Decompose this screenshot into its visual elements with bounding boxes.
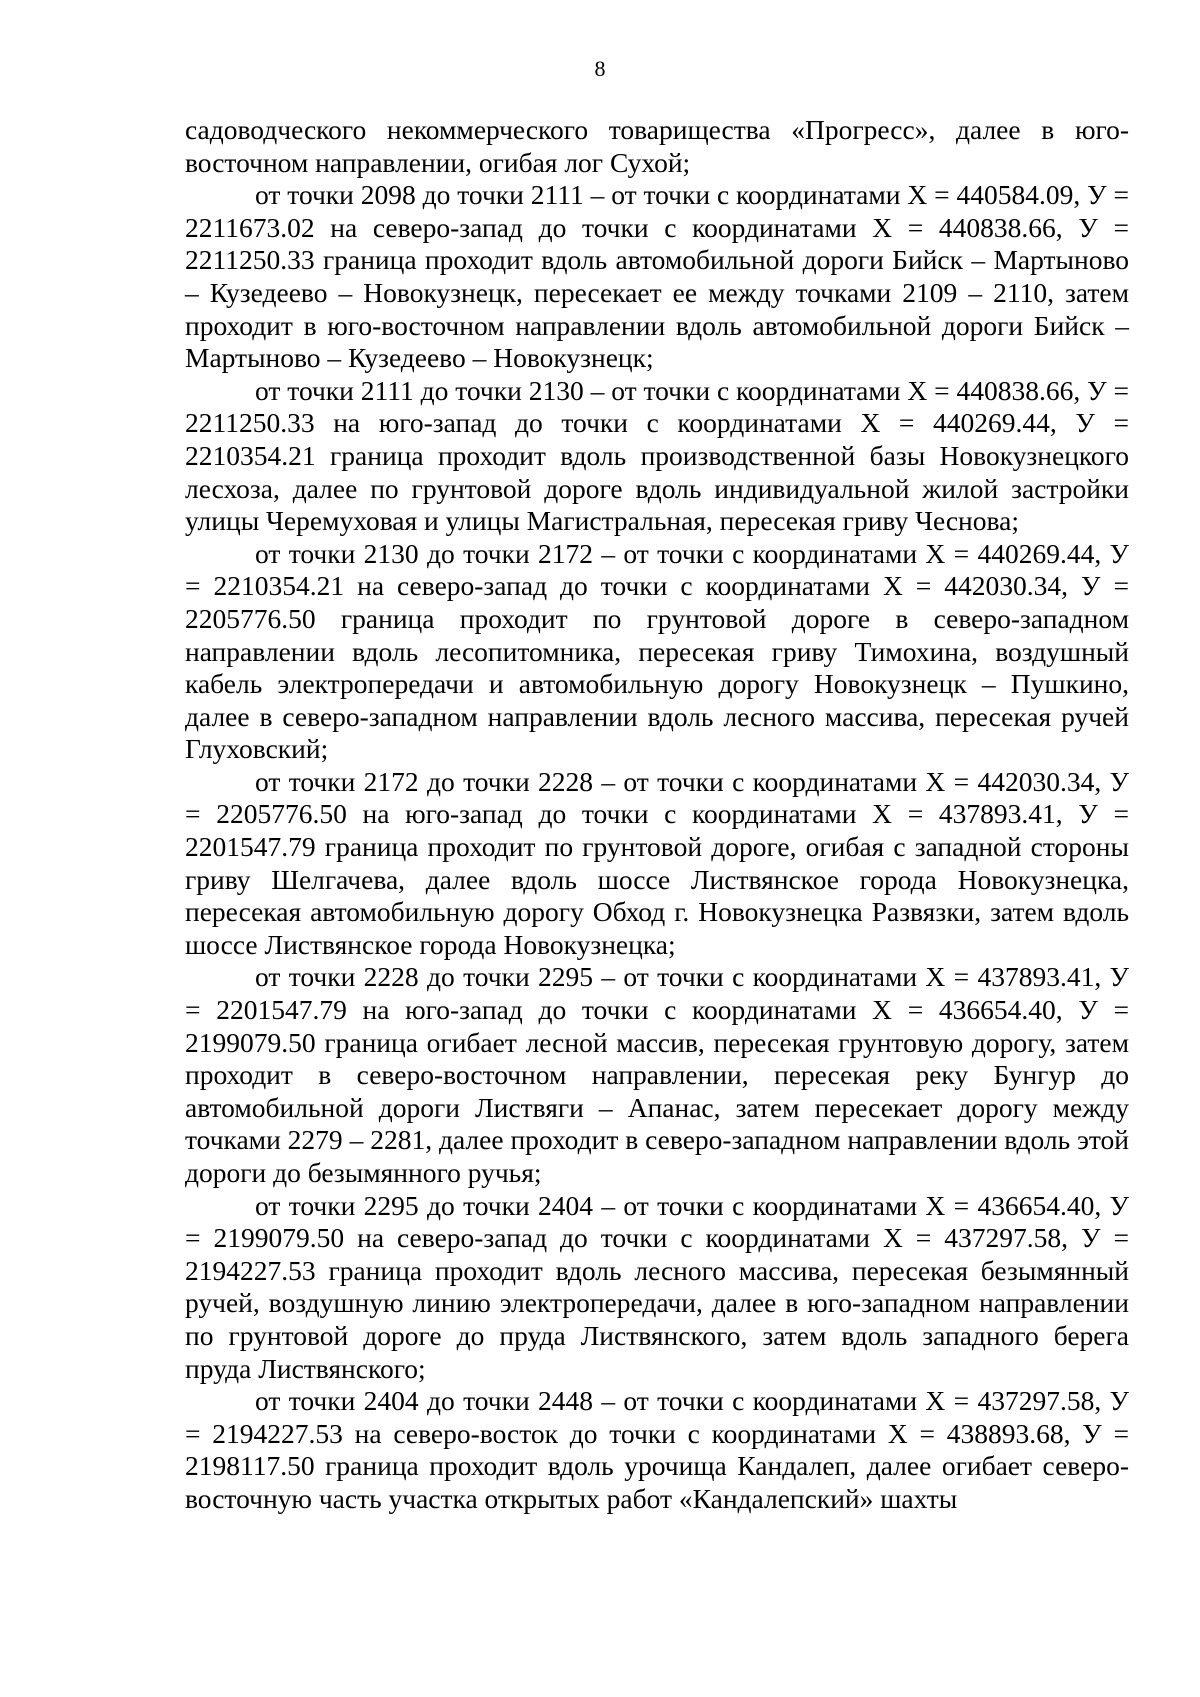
paragraph-2111-2130: от точки 2111 до точки 2130 – от точки с координатами Х = 440838.66, У = 2211250.33 на юго-запад до точки с координатами Х = 440269.44, У = 2210354.21 граница проходит вдоль производственной базы Новокузнецкого лесхоза, далее по грунтовой дороге вдоль индивидуальной жилой застройки улицы Черемуховая и улицы Магистральная, пересекая гриву Чеснова; — [185, 374, 1129, 537]
paragraph-2295-2404: от точки 2295 до точки 2404 – от точки с координатами Х = 436654.40, У = 2199079.50 на северо-запад до точки с координатами Х = 437297.58, У = 2194227.53 граница проходит вдоль лесного массива, пересекая безымянный ручей, воздушную линию электропередачи, далее в юго-западном направлении по грунтовой дороге до пруда Листвянского, затем вдоль западного берега пруда Листвянского; — [185, 1189, 1129, 1384]
paragraph-2172-2228: от точки 2172 до точки 2228 – от точки с координатами Х = 442030.34, У = 2205776.50 на юго-запад до точки с координатами Х = 437893.41, У = 2201547.79 граница проходит по грунтовой дороге, огибая с западной стороны гриву Шелгачева, далее вдоль шоссе Листвянское города Новокузнецка, пересекая автомобильную дорогу Обход г. Новокузнецка Развязки, затем вдоль шоссе Листвянское города Новокузнецка; — [185, 765, 1129, 960]
paragraph-continued: садоводческого некоммерческого товарищества «Прогресс», далее в юго-восточном направлении, огибая лог Сухой; — [185, 114, 1129, 178]
paragraph-2404-2448: от точки 2404 до точки 2448 – от точки с координатами Х = 437297.58, У = 2194227.53 на северо-восток до точки с координатами Х = 438893.68, У = 2198117.50 граница проходит вдоль урочища Кандалеп, далее огибает северо-восточную часть участка открытых работ «Кандалепский» шахты — [185, 1385, 1129, 1514]
document-body — [185, 114, 1129, 1516]
paragraph-2130-2172: от точки 2130 до точки 2172 – от точки с координатами Х = 440269.44, У = 2210354.21 на северо-запад до точки с координатами Х = 442030.34, У = 2205776.50 граница проходит по грунтовой дороге в северо-западном направлении вдоль лесопитомника, пересекая гриву Тимохина, воздушный кабель электропередачи и автомобильную дорогу Новокузнецк – Пушкино, далее в северо-западном направлении вдоль лесного массива, пересекая ручей Глуховский; — [185, 537, 1129, 765]
paragraph-2098-2111: от точки 2098 до точки 2111 – от точки с координатами Х = 440584.09, У = 2211673.02 на северо-запад до точки с координатами Х = 440838.66, У = 2211250.33 граница проходит вдоль автомобильной дороги Бийск – Мартыново – Кузедеево – Новокузнецк, пересекает ее между точками 2109 – 2110, затем проходит в юго-восточном направлении вдоль автомобильной дороги Бийск – Мартыново – Кузедеево – Новокузнецк; — [185, 179, 1129, 374]
paragraph-2228-2295: от точки 2228 до точки 2295 – от точки с координатами Х = 437893.41, У = 2201547.79 на юго-запад до точки с координатами Х = 436654.40, У = 2199079.50 граница огибает лесной массив, пересекая грунтовую дорогу, затем проходит в северо-восточном направлении, пересекая реку Бунгур до автомобильной дороги Листвяги – Апанас, затем пересекает дорогу между точками 2279 – 2281, далее проходит в северо-западном направлении вдоль этой дороги до безымянного ручья; — [185, 961, 1129, 1188]
page-number: 8 — [594, 56, 606, 81]
